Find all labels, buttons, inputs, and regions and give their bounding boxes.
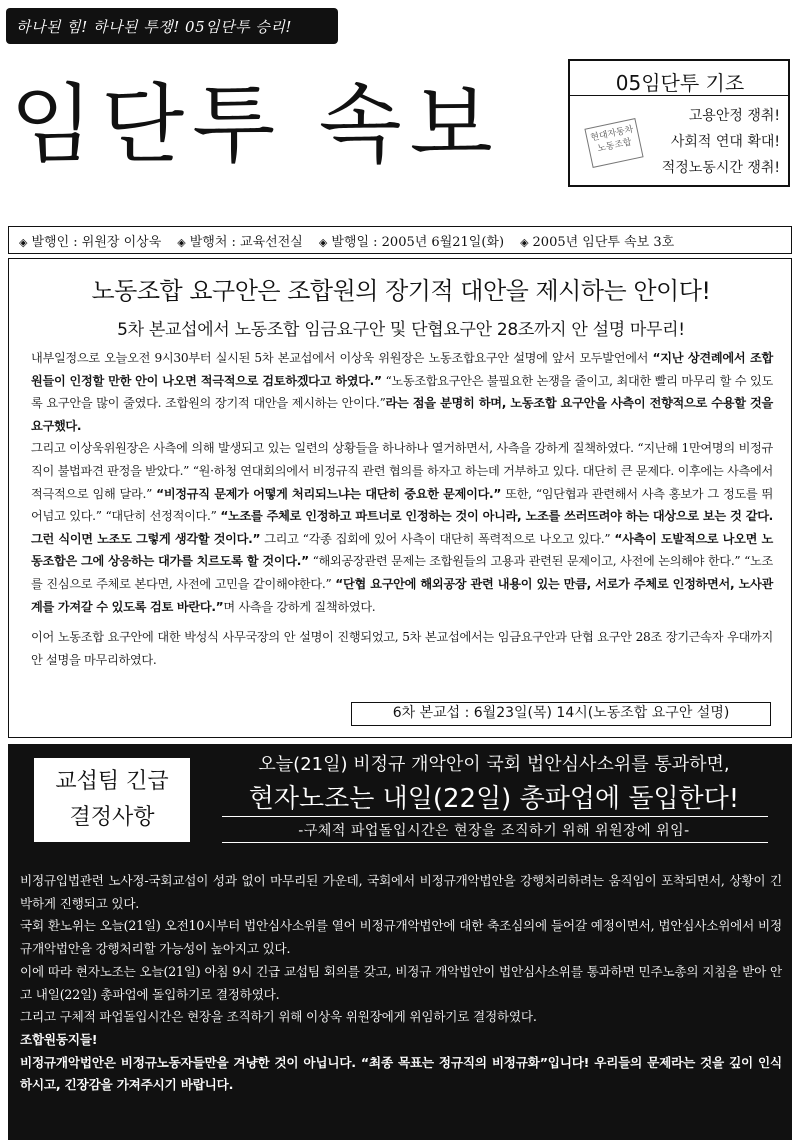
bold-quote: “지난 상견례에서 조합원들이 인정할 만한 안이 나오면 적극적으로 검토하겠다고 하였다.”: [31, 351, 773, 388]
text-run: 며 사측을 강하게 질책하였다.: [223, 599, 376, 614]
text-run: 또한, “임단협과 관련해서 사측 홍보가 그 정도를 뛰어넘고 있다.” “대단히 선정적이다.”: [31, 486, 773, 524]
decision-label-line: 교섭팀 긴급: [55, 769, 169, 794]
article-headline: 노동조합 요구안은 조합원의 장기적 대안을 제시하는 안이다!: [91, 277, 711, 305]
divider: [222, 842, 768, 843]
urgent-paragraph: 조합원동지들!: [20, 1031, 98, 1047]
policy-title: 05임단투 기조: [615, 71, 745, 95]
article-paragraph: 이어 노동조합 요구안에 대한 박성식 사무국장의 안 설명이 진행되었고, 5차 본교섭에서는 임금요구안과 단협 요구안 28조 장기근속자 우대까지 안 설명을 마무리하였다.: [31, 630, 773, 667]
urgent-headline-top: 오늘(21일) 비정규 개악안이 국회 법안심사소위를 통과하면,: [258, 754, 730, 775]
publication-info-bar: [8, 226, 792, 254]
urgent-paragraph: 국회 환노위는 오늘(21일) 오전10시부터 법안심사소위를 열어 비정규개악법안에 대한 축조심의에 들어갈 예정이면서, 법안심사소위에서 비정규개악법안을 강행처리할 가능성이 높아지고 있다.: [20, 918, 782, 957]
bold-quote: “비정규직 문제가 어떻게 처리되느냐는 대단히 중요한 문제이다.”: [156, 486, 502, 501]
urgent-body: [20, 870, 782, 1097]
policy-divider: [570, 95, 788, 96]
office-info: [177, 231, 303, 250]
publisher-info: [19, 231, 161, 250]
issue-text: 2005년 임단투 속보 3호: [532, 234, 675, 250]
urgent-decision-section: [8, 744, 792, 1140]
text-run: “해외공장관련 문제는 조합원들의 고용과 관련된 문제이고, 사전에 논의해야 한다.” “노조를 진심으로 주체로 본다면, 사전에 고민을 같이해야한다.”: [31, 554, 773, 591]
article-paragraph: [31, 437, 773, 618]
slogan-banner: 하나된 힘! 하나된 투쟁! 05임단투 승리!: [6, 8, 338, 44]
bold-quote: 라는 점을 분명히 하며, 노동조합 요구안을 사측이 전향적으로 수용할 것을 요구했다.: [31, 396, 773, 433]
next-meeting-box: 6차 본교섭 : 6월23일(목) 14시(노동조합 요구안 설명): [351, 702, 771, 726]
decision-label-box: [34, 758, 190, 842]
article-paragraph: [31, 347, 773, 437]
article-subheadline: 5차 본교섭에서 노동조합 임금요구안 및 단협요구안 28조까지 안 설명 마무리!: [117, 320, 685, 340]
policy-item: 적정노동시간 쟁취!: [661, 160, 780, 176]
date-text: 발행일 : 2005년 6월21일(화): [331, 234, 505, 250]
decision-label-line: 결정사항: [69, 805, 155, 830]
text-run: 그리고 이상욱위원장은 사측에 의해 발생되고 있는 일련의 상황들을 하나하나 열거하면서, 사측을 강하게 질책하였다. “지난해 1만여명의 비정규직이 불법파견 판정을 받았다.” “원·하청 연대회의에서 비정규직 관련 협의를 하자고 하는데 거부하고 있다. 대단히 큰 문제다. 이후에는 사측에서 적극적으로 임해 달라.”: [31, 441, 773, 501]
text-run: 그리고 “각종 집회에 있어 사측이 대단히 폭력적으로 나오고 있다.”: [260, 531, 615, 546]
diamond-icon: ◈: [177, 235, 186, 249]
urgent-headline-main: 현자노조는 내일(22일) 총파업에 돌입한다!: [248, 784, 740, 814]
divider: [222, 816, 768, 817]
diamond-icon: ◈: [318, 235, 328, 249]
publisher-text: 발행인 : 위원장 이상욱: [31, 234, 162, 250]
text-run: 내부일정으로 오늘오전 9시30부터 실시된 5차 본교섭에서 이상욱 위원장은 노동조합요구안 설명에 앞서 모두발언에서: [31, 351, 653, 365]
date-info: [319, 231, 504, 250]
bold-quote: “단협 요구안에 해외공장 관련 내용이 있는 만큼, 서로가 주체로 인정하면서, 노사관계를 가져갈 수 있도록 검토 바란다.”: [31, 576, 773, 614]
issue-info: [520, 231, 674, 250]
article-box: [8, 258, 792, 738]
policy-item: 사회적 연대 확대!: [670, 134, 780, 150]
diamond-icon: ◈: [520, 235, 529, 249]
masthead-title: 임단투 속보: [10, 75, 501, 175]
diamond-icon: ◈: [19, 235, 28, 249]
urgent-paragraph: 비정규입법관련 노사정-국회교섭이 성과 없이 마무리된 가운데, 국회에서 비정규개악법안을 강행처리하려는 움직임이 포착되면서, 상황이 긴박하게 진행되고 있다.: [20, 873, 782, 911]
union-stamp: 현대자동차 노동조합: [584, 118, 643, 168]
policy-item: 고용안정 쟁취!: [688, 108, 780, 124]
office-text: 발행처 : 교육선전실: [189, 234, 303, 250]
bold-quote: “노조를 주체로 인정하고 파트너로 인정하는 것이 아니라, 노조를 쓰러뜨려야 하는 대상으로 보는 것 같다. 그런 식이면 노조도 그렇게 생각할 것이다.”: [31, 509, 774, 546]
article-body: [31, 347, 773, 671]
urgent-paragraph: 비정규개악법안은 비정규노동자들만을 겨냥한 것이 아닙니다. “최종 목표는 정규직의 비정규화”입니다! 우리들의 문제라는 것을 깊이 인식하시고, 긴장감을 가져주시기 바랍니다.: [20, 1054, 782, 1093]
urgent-subline: -구체적 파업돌입시간은 현장을 조직하기 위해 위원장에 위임-: [298, 823, 690, 839]
urgent-paragraph: 이에 따라 현자노조는 오늘(21일) 아침 9시 긴급 교섭팀 회의를 갖고, 비정규 개악법안이 법안심사소위를 통과하면 민주노총의 지침을 받아 안고 내일(22일) 총파업에 돌입하기로 결정하였다.: [20, 963, 782, 1002]
urgent-paragraph: 그리고 구체적 파업돌입시간은 현장을 조직하기 위해 이상욱 위원장에게 위임하기로 결정하였다.: [20, 1009, 537, 1025]
text-run: “노동조합요구안은 불필요한 논쟁을 줄이고, 최대한 빨리 마무리 할 수 있도록 요구안을 많이 줄였다. 조합원의 장기적 대안을 제시하는 안이다.”: [31, 373, 773, 411]
bold-quote: “사측이 도발적으로 나오면 노동조합은 그에 상응하는 대가를 치르도록 할 것이다.”: [31, 531, 773, 569]
policy-box: [568, 59, 790, 187]
